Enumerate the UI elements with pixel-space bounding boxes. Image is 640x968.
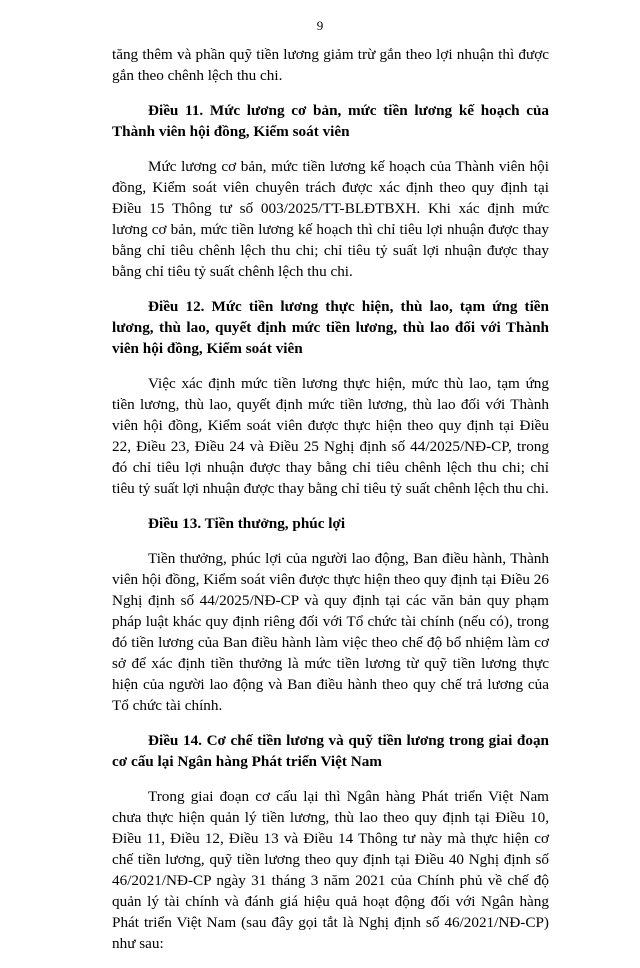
article-14-heading: Điều 14. Cơ chế tiền lương và quỹ tiền lương trong giai đoạn cơ cấu lại Ngân hàng Phát triển Việt Nam (112, 732, 549, 770)
article-13-heading: Điều 13. Tiền thưởng, phúc lợi (148, 515, 346, 532)
article-12-heading: Điều 12. Mức tiền lương thực hiện, thù lao, tạm ứng tiền lương, thù lao, quyết định mức tiền lương, thù lao đối với Thành viên hội đồng, Kiểm soát viên (112, 298, 549, 357)
article-11-heading: Điều 11. Mức lương cơ bản, mức tiền lương kế hoạch của Thành viên hội đồng, Kiểm soát viên (112, 102, 549, 140)
document-body (112, 44, 549, 968)
article-13-body: Tiền thưởng, phúc lợi của người lao động, Ban điều hành, Thành viên hội đồng, Kiểm soát viên được thực hiện theo quy định tại Điều 26 Nghị định số 44/2025/NĐ-CP và quy định tại các văn bản quy phạm pháp luật khác quy định riêng đối với Tổ chức tài chính (nếu có), trong đó tiền lương của Ban điều hành làm việc theo chế độ bổ nhiệm làm cơ sở để xác định tiền thưởng là mức tiền lương từ quỹ tiền lương thực hiện của người lao động và Ban điều hành theo quy chế trả lương của Tổ chức tài chính. (112, 550, 549, 714)
article-11-body: Mức lương cơ bản, mức tiền lương kế hoạch của Thành viên hội đồng, Kiểm soát viên chuyên trách được xác định theo quy định tại Điều 15 Thông tư số 003/2025/TT-BLĐTBXH. Khi xác định mức lương cơ bản, mức tiền lương kế hoạch thì chỉ tiêu lợi nhuận được thay bằng chỉ tiêu chênh lệch thu chi; chỉ tiêu tỷ suất lợi nhuận được thay bằng chỉ tiêu tỷ suất chênh lệch thu chi. (112, 158, 549, 280)
article-14-body: Trong giai đoạn cơ cấu lại thì Ngân hàng Phát triển Việt Nam chưa thực hiện quản lý tiền lương, thù lao theo quy định tại Điều 10, Điều 11, Điều 12, Điều 13 và Điều 14 Thông tư này mà thực hiện cơ chế tiền lương, quỹ tiền lương theo quy định tại Điều 40 Nghị định số 46/2021/NĐ-CP ngày 31 tháng 3 năm 2021 của Chính phủ về chế độ quản lý tài chính và đánh giá hiệu quả hoạt động đối với Ngân hàng Phát triển Việt Nam (sau đây gọi tắt là Nghị định số 46/2021/NĐ-CP) như sau: (112, 788, 549, 952)
intro-paragraph: tăng thêm và phần quỹ tiền lương giảm trừ gắn theo lợi nhuận thì được gắn theo chênh lệch thu chi. (112, 46, 549, 84)
page-number: 9 (316, 18, 324, 33)
article-12-body: Việc xác định mức tiền lương thực hiện, mức thù lao, tạm ứng tiền lương, thù lao, quyết định mức tiền lương, thù lao đối với Thành viên hội đồng, Kiểm soát viên được thực hiện theo quy định tại Điều 22, Điều 23, Điều 24 và Điều 25 Nghị định số 44/2025/NĐ-CP, trong đó chỉ tiêu lợi nhuận được thay bằng chỉ tiêu chênh lệch thu chi; chỉ tiêu tỷ suất lợi nhuận được thay bằng chỉ tiêu tỷ suất chênh lệch thu chi. (112, 375, 549, 497)
